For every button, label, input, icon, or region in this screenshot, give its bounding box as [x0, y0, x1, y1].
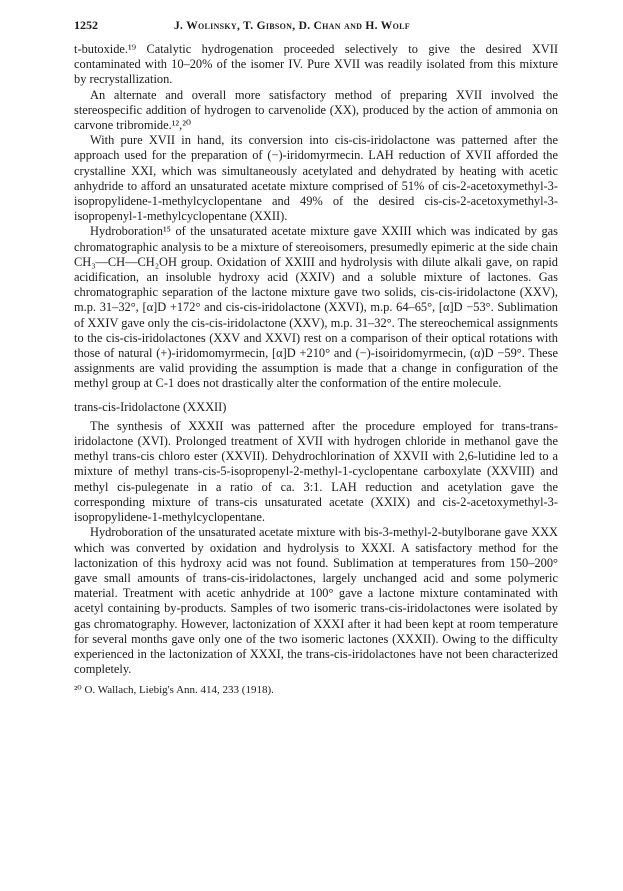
- paragraph: With pure XVII in hand, its conversion into cis-cis-iridolactone was patterned after the approach used for the preparation of (−)-iridomyrmecin. LAH reduction of XVII afforded the crystalline XXI, which was simultaneously acetylated and dehydrated by heating with acetic anhydride to afford an unsaturated acetate mixture comprised of 51% of cis-2-acetoxymethyl-3-isopropylidene-1-methylcyclopentane and 49% of the desired cis-cis-2-acetoxymethyl-3-isopropenyl-1-methylcyclopentane (XXII).: [74, 133, 558, 224]
- paragraph: Hydroboration¹⁵ of the unsaturated acetate mixture gave XXIII which was indicated by gas chromatographic analysis to be a mixture of stereoisomers, presumedly epimeric at the side chain CH₃—CH—CH₂OH group. Oxidation of XXIII and hydrolysis with dilute alkali gave, on rapid acidification, an insoluble hydroxy acid (XXIV) and a soluble mixture of lactones. Gas chromatographic separation of the lactone mixture gave two solids, cis-cis-iridolactone (XXV), m.p. 31–32°, [α]D +172° and cis-cis-iridolactone (XXVI), m.p. 64–65°, [α]D −53°. Sublimation of XXIV gave only the cis-cis-iridolactone (XXV), m.p. 31–32°. The stereochemical assignments to the cis-cis-iridolactones (XXV and XXVI) rest on a comparison of their optical rotations with those of natural (+)-iridomomyrmecin, [α]D +210° and (−)-isoiridomyrmecin, (α)D −59°. These assignments are valid providing the assumption is made that a change in configuration of the methyl group at C-1 does not drastically alter the conformation of the entire molecule.: [74, 224, 558, 391]
- paragraph: The synthesis of XXXII was patterned after the procedure employed for trans-trans-iridolactone (XVI). Prolonged treatment of XVII with hydrogen chloride in methanol gave the methyl trans-cis chloro ester (XXVII). Dehydrochlorination of XXVII with 2,6-lutidine led to a mixture of methyl trans-cis-5-isopropenyl-2-methyl-1-cyclopentane carboxylate (XXVIII) and methyl cis-pulegenate in a ratio of ca. 3:1. LAH reduction and acetylation gave the corresponding mixture of trans-cis unsaturated acetate (XXIX) and cis-2-acetoxymethyl-3-isopropylidene-1-methylcyclopentane.: [74, 418, 558, 525]
- paragraph: An alternate and overall more satisfactory method of preparing XVII involved the stereospecific addition of hydrogen to carvenolide (XX), produced by the action of ammonia on carvone tribromide.¹²,²⁰: [74, 87, 558, 133]
- section-title: trans-cis-Iridolactone (XXXII): [74, 399, 227, 414]
- paragraph: Hydroboration of the unsaturated acetate mixture with bis-3-methyl-2-butylborane gave XXX which was converted by oxidation and hydrolysis to XXXI. A satisfactory method for the lactonization of this hydroxy acid was not found. Sublimation at temperatures from 150–200° gave small amounts of trans-cis-iridolactones, largely unchanged acid and some polymeric material. Treatment with acetic anhydride at 100° gave a lactone mixture contaminated with acetyl containing by-products. Samples of two isomeric trans-cis-iridolactones were isolated by gas chromatography. However, lactonization of XXXI after it had been kept at room temperature for several months gave only one of the two isomeric lactones (XXXII). Owing to the difficulty experienced in the lactonization of XXXI, the trans-cis-iridolactones have not been characterized completely.: [74, 525, 558, 677]
- running-head-authors: J. Wolinsky, T. Gibson, D. Chan and H. Wolf: [174, 20, 410, 32]
- page-body: [74, 18, 558, 697]
- footnote: ²⁰ O. Wallach, Liebig's Ann. 414, 233 (1918).: [74, 684, 274, 697]
- page-number: 1252: [74, 18, 98, 32]
- paragraph: t-butoxide.¹⁹ Catalytic hydrogenation proceeded selectively to give the desired XVII contaminated with 10–20% of the isomer IV. Pure XVII was readily isolated from this mixture by recrystallization.: [74, 42, 558, 87]
- running-header: [74, 18, 558, 38]
